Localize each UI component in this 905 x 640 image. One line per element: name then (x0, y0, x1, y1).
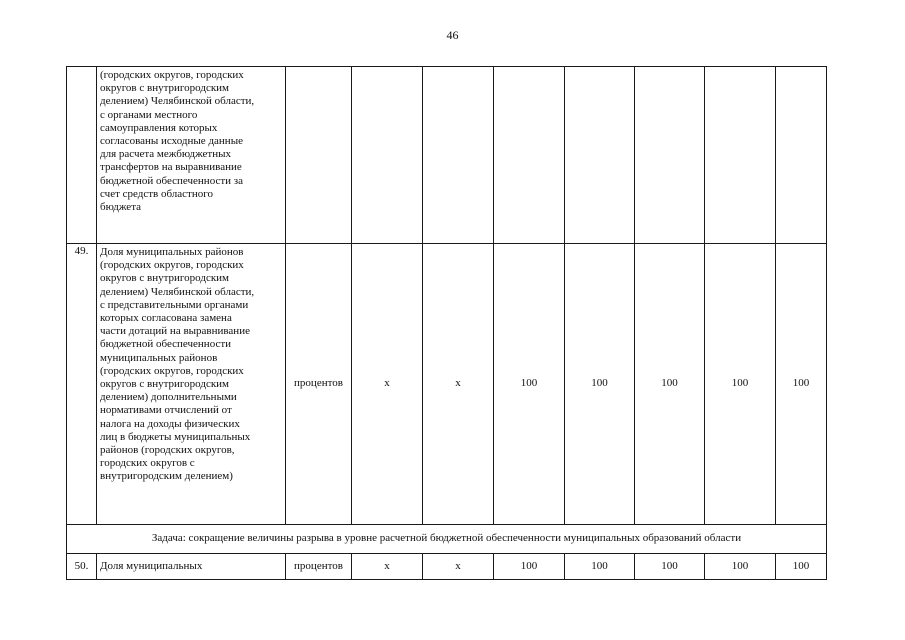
value-cell: 100 (635, 244, 705, 525)
value-cell: 100 (776, 554, 827, 580)
value-cell: 100 (494, 554, 565, 580)
table-row-49 (67, 244, 827, 525)
indicator-name-cell: Доля муниципальных (97, 554, 286, 580)
table-row-task (67, 525, 827, 554)
value-cell: x (352, 554, 423, 580)
indicator-name-line: (городских округов, городских (100, 259, 244, 272)
indicator-name-line: делением) дополнительными (100, 391, 237, 404)
value-cell: 100 (565, 244, 635, 525)
value-cell (776, 67, 827, 244)
indicator-name-cell (97, 67, 286, 244)
indicator-name-line: округов с внутригородским (100, 272, 230, 285)
page-number: 46 (446, 28, 459, 42)
indicator-name-line: счет средств областного (100, 187, 213, 200)
indicator-name-line: городских округов с (100, 457, 195, 470)
indicator-name-line: с органами местного (100, 108, 198, 121)
task-heading-cell: Задача: сокращение величины разрыва в уровне расчетной бюджетной обеспеченности муниципальных образований области (67, 525, 827, 554)
value-cell (494, 67, 565, 244)
indicator-name-line: согласованы исходные данные (100, 135, 243, 148)
indicator-name-line: для расчета межбюджетных (100, 148, 232, 161)
indicator-name-line: трансфертов на выравнивание (100, 161, 242, 174)
value-cell (423, 67, 494, 244)
indicator-name-line: округов с внутригородским (100, 378, 230, 391)
indicators-table (66, 66, 827, 580)
value-cell: 100 (565, 554, 635, 580)
indicator-name-line: нормативами отчислений от (100, 404, 232, 417)
value-cell (635, 67, 705, 244)
unit-cell: процентов (286, 554, 352, 580)
value-cell: x (352, 244, 423, 525)
indicator-name-line: Доля муниципальных районов (100, 246, 244, 258)
indicator-name-line: муниципальных районов (100, 351, 218, 364)
indicator-name-line: части дотаций на выравнивание (100, 325, 250, 338)
indicator-name-line: (городских округов, городских (100, 364, 244, 377)
indicator-name-line: лиц в бюджеты муниципальных (100, 430, 251, 443)
value-cell: 100 (494, 244, 565, 525)
indicator-name-line: делением) Челябинской области, (100, 95, 255, 108)
unit-cell (286, 67, 352, 244)
indicator-name-cell (97, 244, 286, 525)
value-cell: 100 (705, 554, 776, 580)
indicator-name-line: самоуправления которых (100, 121, 218, 134)
indicator-name-line: с представительными органами (100, 298, 249, 311)
indicator-name-line: районов (городских округов, (100, 444, 235, 457)
table-row-50 (67, 554, 827, 580)
indicator-name-line: (городских округов, городских (100, 69, 244, 81)
value-cell: x (423, 554, 494, 580)
indicator-name-line: налога на доходы физических (100, 417, 240, 430)
value-cell (352, 67, 423, 244)
indicator-name-line: делением) Челябинской области, (100, 285, 255, 298)
value-cell (705, 67, 776, 244)
value-cell: 100 (705, 244, 776, 525)
row-number-cell: 49. (67, 244, 97, 525)
indicator-name-line: которых согласована замена (100, 312, 232, 325)
table-row-continuation (67, 67, 827, 244)
indicator-name-line: внутригородским делением) (100, 470, 233, 483)
row-number-cell (67, 67, 97, 244)
indicator-name-line: округов с внутригородским (100, 82, 230, 95)
indicator-name-line: бюджетной обеспеченности за (100, 174, 244, 187)
indicator-name-line: бюджетной обеспеченности (100, 338, 232, 351)
value-cell: x (423, 244, 494, 525)
row-number-cell: 50. (67, 554, 97, 580)
unit-cell: процентов (286, 244, 352, 525)
value-cell: 100 (776, 244, 827, 525)
value-cell (565, 67, 635, 244)
indicator-name-line: бюджета (100, 201, 142, 214)
value-cell: 100 (635, 554, 705, 580)
